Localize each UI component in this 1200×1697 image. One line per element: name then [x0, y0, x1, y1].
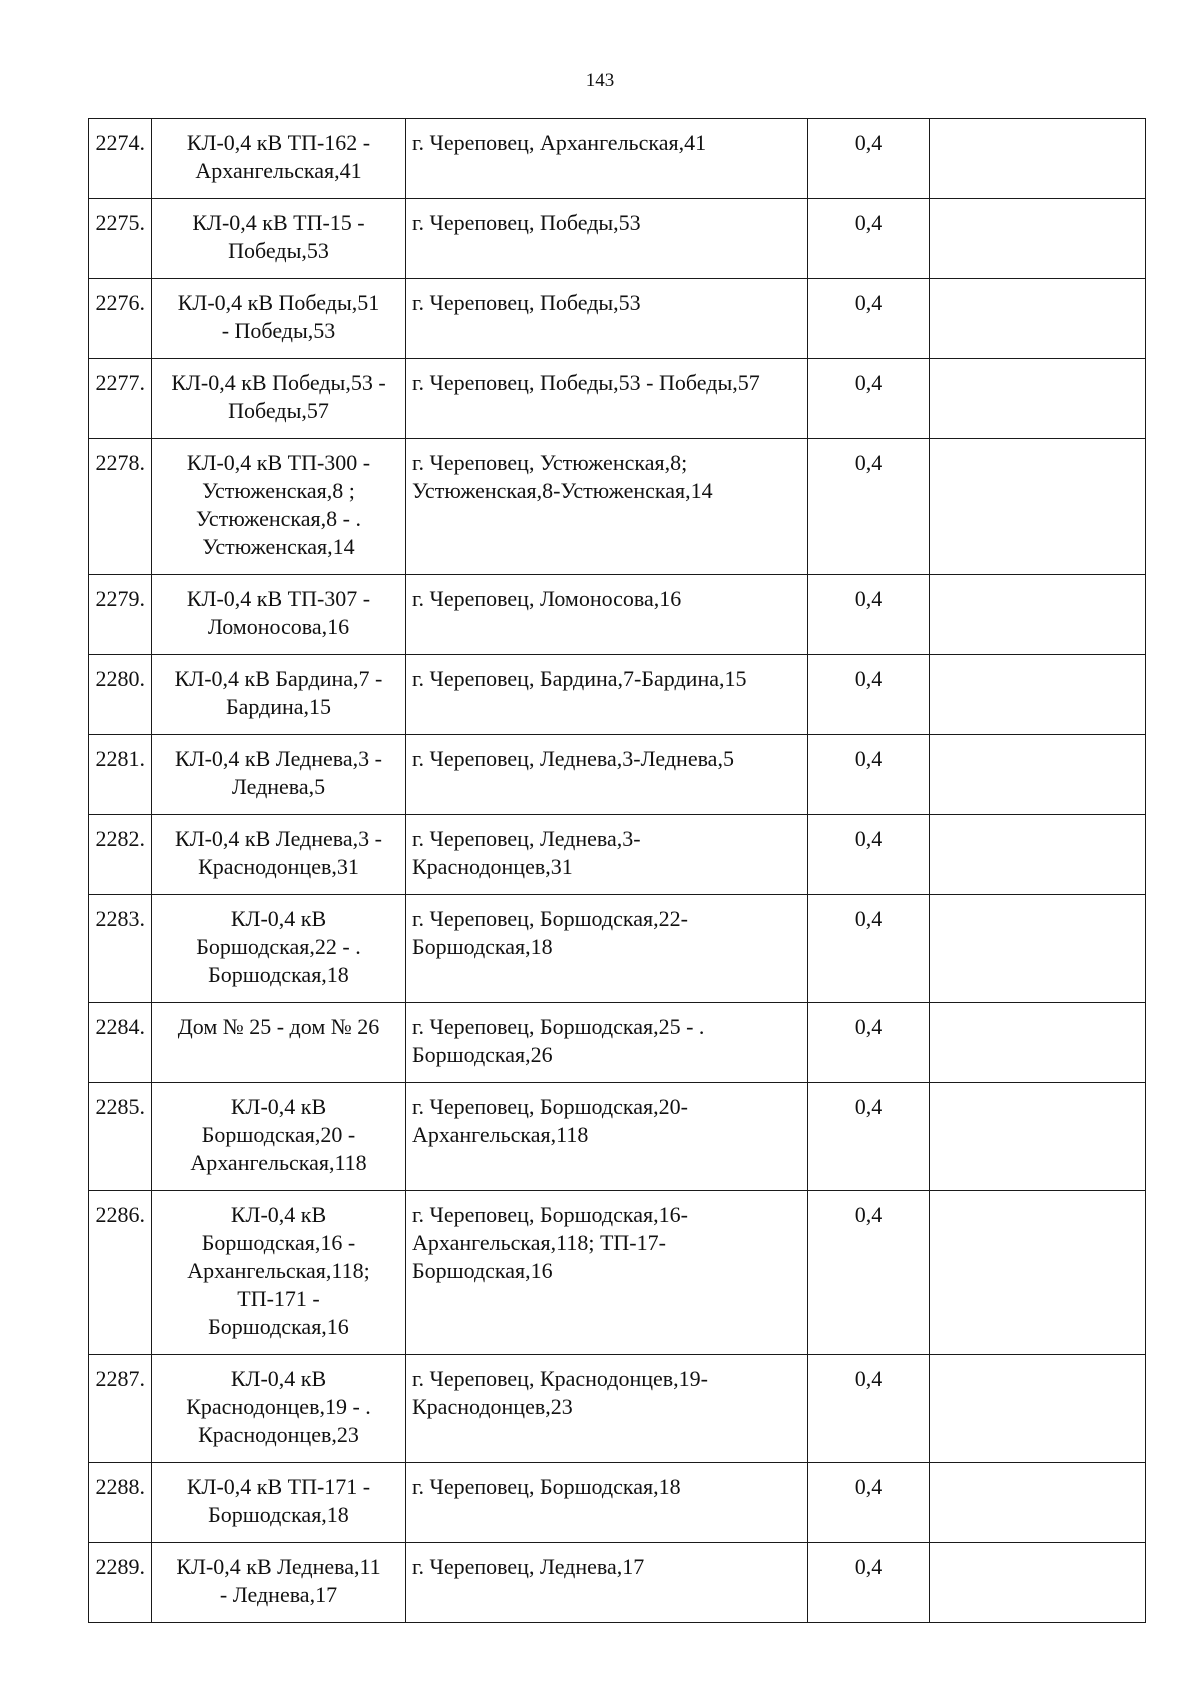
table-body	[89, 119, 1146, 1623]
address-text: г. Череповец, Боршодская,16- Архангельская,118; ТП-17- Боршодская,16	[412, 1202, 688, 1283]
address-cell	[406, 815, 808, 895]
voltage-text: 0,4	[854, 826, 883, 851]
cable-lines-table	[88, 118, 1146, 1623]
voltage-cell	[808, 199, 930, 279]
row-number-text: 2280.	[95, 666, 145, 691]
empty-cell	[930, 1355, 1146, 1463]
row-number-text: 2277.	[95, 370, 145, 395]
address-text: г. Череповец, Ломоносова,16	[412, 586, 682, 611]
row-number-text: 2284.	[95, 1014, 145, 1039]
line-name-text: Дом № 25 - дом № 26	[177, 1014, 380, 1039]
empty-cell	[930, 1543, 1146, 1623]
row-number-text: 2278.	[95, 450, 145, 475]
table-row	[89, 1083, 1146, 1191]
address-text: г. Череповец, Боршодская,20- Архангельская,118	[412, 1094, 688, 1147]
voltage-cell	[808, 575, 930, 655]
line-name-cell	[152, 1083, 406, 1191]
line-name-cell	[152, 1463, 406, 1543]
voltage-text: 0,4	[854, 586, 883, 611]
voltage-cell	[808, 655, 930, 735]
line-name-text: КЛ-0,4 кВ Победы,51 - Победы,53	[177, 290, 380, 343]
line-name-text: КЛ-0,4 кВ Леднева,3 - Леднева,5	[175, 746, 382, 799]
address-cell	[406, 735, 808, 815]
address-cell	[406, 1083, 808, 1191]
empty-cell	[930, 575, 1146, 655]
row-number-cell	[89, 1543, 152, 1623]
address-text: г. Череповец, Боршодская,18	[412, 1474, 681, 1499]
row-number-cell	[89, 1355, 152, 1463]
address-text: г. Череповец, Краснодонцев,19- Краснодонцев,23	[412, 1366, 709, 1419]
line-name-text: КЛ-0,4 кВ ТП-307 - Ломоносова,16	[186, 586, 371, 639]
line-name-cell	[152, 279, 406, 359]
row-number-text: 2289.	[95, 1554, 145, 1579]
empty-cell	[930, 815, 1146, 895]
address-cell	[406, 359, 808, 439]
table-row	[89, 655, 1146, 735]
empty-cell	[930, 1083, 1146, 1191]
row-number-cell	[89, 895, 152, 1003]
address-cell	[406, 119, 808, 199]
table-row	[89, 119, 1146, 199]
row-number-cell	[89, 359, 152, 439]
row-number-cell	[89, 1083, 152, 1191]
address-text: г. Череповец, Леднева,17	[412, 1554, 645, 1579]
line-name-cell	[152, 359, 406, 439]
line-name-cell	[152, 439, 406, 575]
table-row	[89, 815, 1146, 895]
voltage-text: 0,4	[854, 370, 883, 395]
row-number-text: 2287.	[95, 1366, 145, 1391]
row-number-text: 2288.	[95, 1474, 145, 1499]
address-text: г. Череповец, Боршодская,25 - . Боршодская,26	[412, 1014, 705, 1067]
voltage-text: 0,4	[854, 1366, 883, 1391]
empty-cell	[930, 895, 1146, 1003]
voltage-cell	[808, 1003, 930, 1083]
voltage-text: 0,4	[854, 1202, 883, 1227]
page-number: 143	[585, 70, 615, 91]
address-text: г. Череповец, Победы,53	[412, 290, 641, 315]
address-cell	[406, 1463, 808, 1543]
voltage-cell	[808, 895, 930, 1003]
line-name-text: КЛ-0,4 кВ Боршодская,22 - . Боршодская,18	[196, 906, 361, 987]
voltage-cell	[808, 1083, 930, 1191]
row-number-cell	[89, 119, 152, 199]
line-name-text: КЛ-0,4 кВ Леднева,3 - Краснодонцев,31	[175, 826, 382, 879]
row-number-text: 2282.	[95, 826, 145, 851]
voltage-text: 0,4	[854, 1094, 883, 1119]
line-name-text: КЛ-0,4 кВ ТП-15 - Победы,53	[192, 210, 365, 263]
row-number-cell	[89, 1191, 152, 1355]
table-row	[89, 1543, 1146, 1623]
table-row	[89, 199, 1146, 279]
voltage-text: 0,4	[854, 450, 883, 475]
table-row	[89, 1003, 1146, 1083]
address-text: г. Череповец, Боршодская,22- Боршодская,18	[412, 906, 688, 959]
address-text: г. Череповец, Устюженская,8; Устюженская,8-Устюженская,14	[412, 450, 713, 503]
voltage-cell	[808, 359, 930, 439]
voltage-text: 0,4	[854, 290, 883, 315]
line-name-cell	[152, 199, 406, 279]
voltage-text: 0,4	[854, 1474, 883, 1499]
table-row	[89, 1191, 1146, 1355]
voltage-text: 0,4	[854, 1014, 883, 1039]
line-name-cell	[152, 1003, 406, 1083]
line-name-text: КЛ-0,4 кВ Боршодская,16 - Архангельская,118; ТП-171 - Боршодская,16	[187, 1202, 370, 1339]
line-name-text: КЛ-0,4 кВ ТП-300 - Устюженская,8 ; Устюженская,8 - . Устюженская,14	[186, 450, 371, 559]
line-name-text: КЛ-0,4 кВ ТП-162 - Архангельская,41	[186, 130, 371, 183]
voltage-text: 0,4	[854, 746, 883, 771]
row-number-cell	[89, 1463, 152, 1543]
address-cell	[406, 1543, 808, 1623]
address-cell	[406, 439, 808, 575]
line-name-cell	[152, 735, 406, 815]
row-number-cell	[89, 199, 152, 279]
row-number-cell	[89, 735, 152, 815]
address-text: г. Череповец, Леднева,3- Краснодонцев,31	[412, 826, 641, 879]
voltage-cell	[808, 439, 930, 575]
line-name-text: КЛ-0,4 кВ Бардина,7 - Бардина,15	[174, 666, 383, 719]
table-row	[89, 439, 1146, 575]
table-row	[89, 1355, 1146, 1463]
voltage-text: 0,4	[854, 906, 883, 931]
line-name-cell	[152, 1191, 406, 1355]
line-name-cell	[152, 575, 406, 655]
voltage-text: 0,4	[854, 210, 883, 235]
table-row	[89, 735, 1146, 815]
address-text: г. Череповец, Победы,53 - Победы,57	[412, 370, 760, 395]
row-number-cell	[89, 575, 152, 655]
address-cell	[406, 1355, 808, 1463]
table-row	[89, 895, 1146, 1003]
empty-cell	[930, 1003, 1146, 1083]
line-name-cell	[152, 119, 406, 199]
voltage-cell	[808, 735, 930, 815]
empty-cell	[930, 1463, 1146, 1543]
address-cell	[406, 279, 808, 359]
address-cell	[406, 895, 808, 1003]
empty-cell	[930, 735, 1146, 815]
row-number-text: 2279.	[95, 586, 145, 611]
empty-cell	[930, 655, 1146, 735]
row-number-cell	[89, 655, 152, 735]
line-name-text: КЛ-0,4 кВ Боршодская,20 - Архангельская,118	[190, 1094, 367, 1175]
line-name-text: КЛ-0,4 кВ Победы,53 - Победы,57	[171, 370, 386, 423]
row-number-text: 2274.	[95, 130, 145, 155]
address-text: г. Череповец, Леднева,3-Леднева,5	[412, 746, 734, 771]
line-name-cell	[152, 655, 406, 735]
address-cell	[406, 199, 808, 279]
line-name-text: КЛ-0,4 кВ ТП-171 - Боршодская,18	[186, 1474, 371, 1527]
address-cell	[406, 1191, 808, 1355]
line-name-cell	[152, 815, 406, 895]
table-row	[89, 279, 1146, 359]
address-cell	[406, 1003, 808, 1083]
row-number-text: 2285.	[95, 1094, 145, 1119]
row-number-text: 2286.	[95, 1202, 145, 1227]
voltage-text: 0,4	[854, 130, 883, 155]
voltage-cell	[808, 119, 930, 199]
row-number-cell	[89, 1003, 152, 1083]
voltage-cell	[808, 815, 930, 895]
voltage-cell	[808, 1355, 930, 1463]
table-row	[89, 575, 1146, 655]
row-number-cell	[89, 815, 152, 895]
table-row	[89, 1463, 1146, 1543]
row-number-text: 2283.	[95, 906, 145, 931]
voltage-cell	[808, 1191, 930, 1355]
row-number-text: 2281.	[95, 746, 145, 771]
empty-cell	[930, 199, 1146, 279]
empty-cell	[930, 359, 1146, 439]
voltage-text: 0,4	[854, 1554, 883, 1579]
line-name-cell	[152, 1543, 406, 1623]
line-name-text: КЛ-0,4 кВ Краснодонцев,19 - . Краснодонцев,23	[186, 1366, 371, 1447]
address-text: г. Череповец, Бардина,7-Бардина,15	[412, 666, 747, 691]
row-number-text: 2275.	[95, 210, 145, 235]
line-name-text: КЛ-0,4 кВ Леднева,11 - Леднева,17	[176, 1554, 381, 1607]
address-cell	[406, 655, 808, 735]
voltage-text: 0,4	[854, 666, 883, 691]
table-row	[89, 359, 1146, 439]
voltage-cell	[808, 1463, 930, 1543]
row-number-cell	[89, 279, 152, 359]
empty-cell	[930, 1191, 1146, 1355]
address-cell	[406, 575, 808, 655]
empty-cell	[930, 279, 1146, 359]
empty-cell	[930, 439, 1146, 575]
address-text: г. Череповец, Победы,53	[412, 210, 641, 235]
voltage-cell	[808, 279, 930, 359]
line-name-cell	[152, 895, 406, 1003]
voltage-cell	[808, 1543, 930, 1623]
line-name-cell	[152, 1355, 406, 1463]
row-number-text: 2276.	[95, 290, 145, 315]
row-number-cell	[89, 439, 152, 575]
address-text: г. Череповец, Архангельская,41	[412, 130, 707, 155]
empty-cell	[930, 119, 1146, 199]
